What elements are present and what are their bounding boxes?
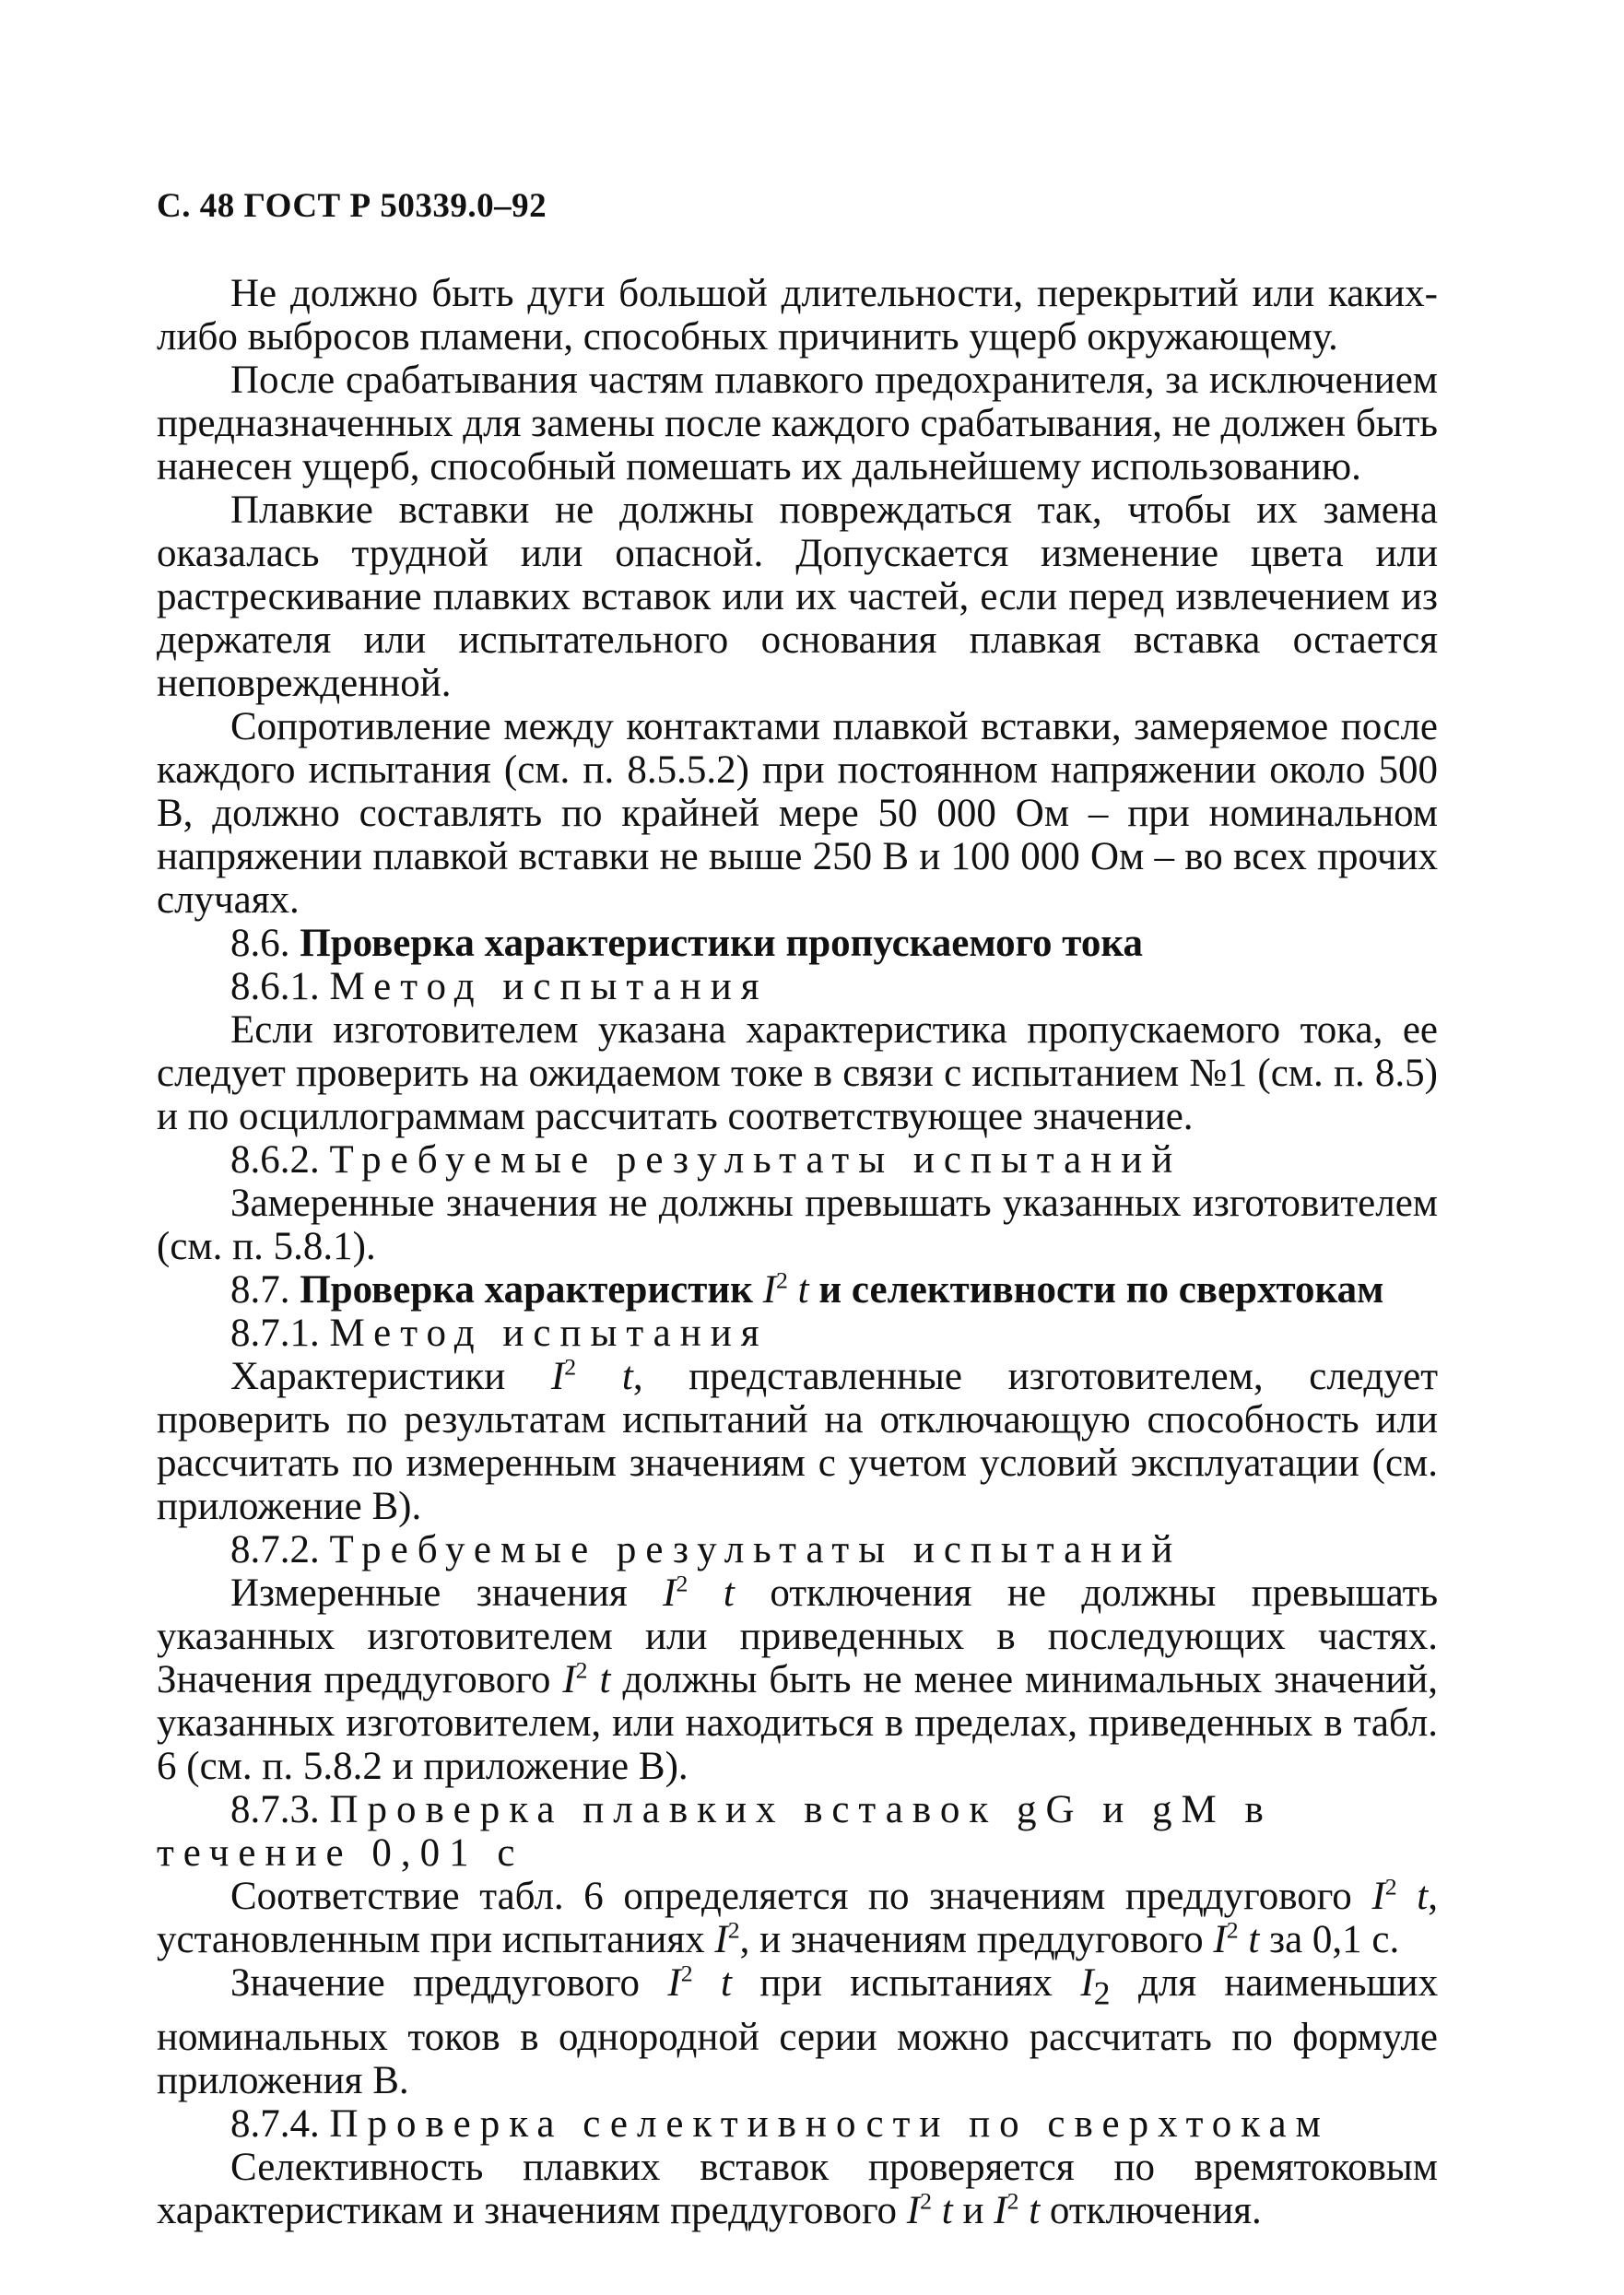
paragraph: Плавкие вставки не должны повреждаться так, чтобы их замена оказалась трудной или опасной. Допускается изменение цвета или растрескивание плавких вставок или их частей, если перед извлечением из держателя или испытательного основания плавкая вставка остается неповрежденной. <box>157 488 1438 705</box>
formula-superscript: 2 <box>575 1656 588 1684</box>
paragraph <box>157 2146 1438 2232</box>
subsection-heading-8-6-1 <box>157 965 1438 1008</box>
subsection-heading-8-7-3 <box>157 1788 1438 1875</box>
formula-subscript: 2 <box>1093 1974 1111 2012</box>
text-run: , представленные изготовителем, следует проверить по результатам испытаний на отключающую способность или рассчитать по измеренным значениям с учетом условий эксплуатации (см. приложение В). <box>157 1355 1439 1528</box>
paragraph: Сопротивление между контактами плавкой вставки, замеряемое после каждого испытания (см. п. 8.5.5.2) при постоянном напряжении около 500 В, должно составлять по крайней мере 50 000 Ом – при номинальном напряжении плавкой вставки не выше 250 В и 100 000 Ом – во всех прочих случаях. <box>157 705 1438 922</box>
section-number: 8.6. <box>230 922 290 965</box>
formula-superscript: 2 <box>1226 1916 1239 1944</box>
text-run: должны быть не менее минимальных значений, указанных изготовителем, или находиться в пределах, приведенных в табл. 6 (см. п. 5.8.2 и приложение В). <box>157 1658 1438 1788</box>
formula-symbol: I <box>1371 1875 1385 1918</box>
formula-symbol: I <box>663 1571 677 1615</box>
formula-symbol: t <box>723 1571 735 1615</box>
section-title: Проверка селективности по сверхтокам <box>329 2101 1330 2146</box>
paragraph: После срабатывания частям плавкого предохранителя, за исключением предназначенных для замены после каждого срабатывания, не должен быть нанесен ущерб, способный помешать их дальнейшему использованию. <box>157 359 1438 488</box>
formula-superscript: 2 <box>676 1570 688 1597</box>
section-number: 8.7.2. <box>230 1528 320 1571</box>
subsection-heading-8-7-2 <box>157 1528 1438 1571</box>
section-number: 8.6.1. <box>230 965 320 1008</box>
section-heading-8-7 <box>157 1268 1438 1312</box>
text-run: , и значениям преддугового <box>739 1918 1204 1961</box>
text-run: для наименьших номинальных токов в однородной серии можно рассчитать по формуле приложения В. <box>157 1961 1439 2102</box>
text-run: Значение преддугового <box>230 1961 641 2005</box>
text-run: отключения не должны превышать указанных изготовителем или приведенных в последующих частях. Значения преддугового <box>157 1571 1439 1701</box>
section-title: Требуемые результаты испытаний <box>329 1528 1183 1571</box>
section-title: Проверка характеристики пропускаемого тока <box>300 922 1143 965</box>
document-page <box>157 184 1438 2232</box>
text-run: , установленным при испытаниях <box>157 1875 1438 1961</box>
section-title: Проверка плавких вставок gG и gM в течение 0,01 с <box>157 1788 1273 1875</box>
subsection-heading-8-7-4 <box>157 2102 1438 2146</box>
formula-symbol: t <box>797 1268 809 1312</box>
subsection-heading-8-7-1 <box>157 1312 1438 1355</box>
section-title: Метод испытания <box>329 965 769 1008</box>
formula-superscript: 2 <box>1006 2187 1019 2215</box>
text-run: при испытаниях <box>759 1961 1053 2005</box>
formula-symbol: t <box>1029 2188 1041 2232</box>
section-title-part: Проверка характеристик <box>300 1268 753 1312</box>
text-run: Измеренные значения <box>230 1571 628 1615</box>
formula-symbol: I <box>994 2188 1007 2232</box>
section-number: 8.7.4. <box>230 2101 320 2146</box>
section-heading-8-6 <box>157 922 1438 965</box>
formula-superscript: 2 <box>680 1960 693 1987</box>
formula-superscript: 2 <box>776 1266 788 1294</box>
text-run: Селективность плавких вставок проверяется по времятоковым характеристикам и значениям преддугового <box>157 2145 1438 2232</box>
section-number: 8.6.2. <box>230 1138 320 1182</box>
formula-symbol: t <box>599 1658 611 1701</box>
formula-symbol: I <box>1213 1918 1227 1961</box>
formula-symbol: I <box>562 1658 576 1701</box>
section-title-part: и селективности по сверхтокам <box>818 1268 1384 1312</box>
page-header: С. 48 ГОСТ Р 50339.0–92 <box>157 187 547 225</box>
section-title: Требуемые результаты испытаний <box>329 1138 1183 1182</box>
paragraph <box>157 1875 1438 1961</box>
formula-symbol: t <box>721 1961 732 2005</box>
paragraph: Замеренные значения не должны превышать указанных изготовителем (см. п. 5.8.1). <box>157 1182 1438 1268</box>
text-run: отключения. <box>1049 2188 1262 2232</box>
formula-symbol: t <box>621 1355 633 1398</box>
text-run: Соответствие табл. 6 определяется по значениям преддугового <box>230 1875 1352 1918</box>
formula-superscript: 2 <box>1384 1873 1397 1901</box>
formula-symbol: t <box>941 2188 953 2232</box>
section-number: 8.7.3. <box>230 1788 320 1831</box>
section-number: 8.7. <box>230 1268 290 1312</box>
formula-symbol: I <box>762 1268 776 1312</box>
text-run: и <box>962 2188 984 2232</box>
formula-symbol: I <box>714 1918 728 1961</box>
paragraph: Если изготовителем указана характеристика пропускаемого тока, ее следует проверить на ожидаемом токе в связи с испытанием №1 (см. п. 8.5) и по осциллограммам рассчитать соответствующее значение. <box>157 1008 1438 1138</box>
formula-symbol: I <box>906 2188 921 2232</box>
formula-superscript: 2 <box>920 2187 933 2215</box>
text-run: Характеристики <box>230 1355 506 1398</box>
paragraph: Не должно быть дуги большой длительности, перекрытий или каких-либо выбросов пламени, способных причинить ущерб окружающему. <box>157 272 1438 359</box>
formula-superscript: 2 <box>727 1916 740 1944</box>
formula-superscript: 2 <box>564 1353 577 1381</box>
formula-symbol: t <box>1417 1875 1429 1918</box>
paragraph <box>157 1571 1438 1788</box>
section-title: Метод испытания <box>329 1312 769 1355</box>
paragraph <box>157 1355 1438 1528</box>
formula-symbol: I <box>1080 1961 1094 2005</box>
subsection-heading-8-6-2 <box>157 1138 1438 1182</box>
paragraph <box>157 1961 1438 2102</box>
text-run: за 0,1 с. <box>1269 1918 1400 1961</box>
formula-symbol: I <box>550 1355 565 1398</box>
section-number: 8.7.1. <box>230 1312 320 1355</box>
formula-symbol: t <box>1248 1918 1260 1961</box>
formula-symbol: I <box>667 1961 681 2005</box>
